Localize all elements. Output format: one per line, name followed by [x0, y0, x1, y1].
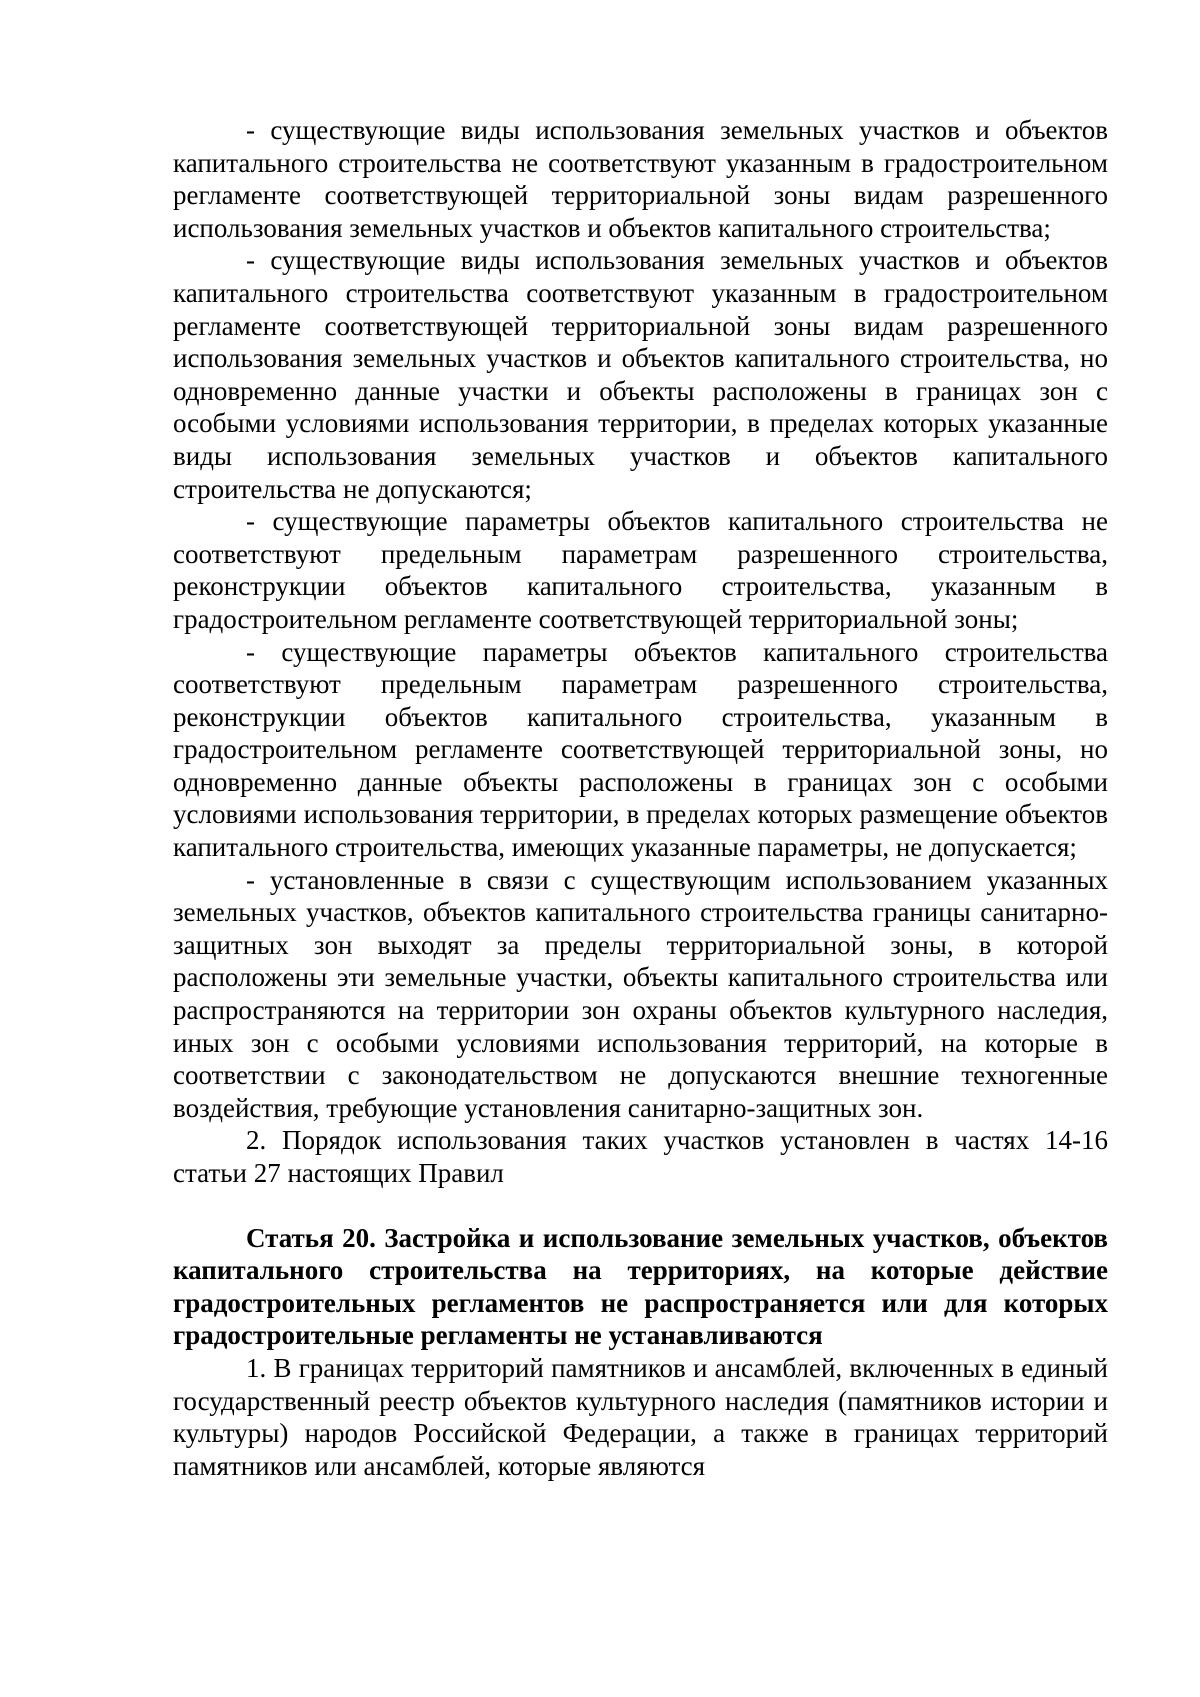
paragraph-nonconforming-parameters: - существующие параметры объектов капитального строительства не соответствуют предельным параметрам разрешенного строительства, реконструкции объектов капитального строительства, указанным в градостроительном регламенте соответствующей территориальной зоны;: [173, 506, 1108, 634]
paragraph-usage-procedure: 2. Порядок использования таких участков установлен в частях 14-16 статьи 27 настоящих Правил: [173, 1125, 1108, 1188]
paragraph-sanitary-protection-zones: - установленные в связи с существующим использованием указанных земельных участков, объектов капитального строительства границы санитарно-защитных зон выходят за пределы территориальной зоны, в которой расположены эти земельные участки, объекты капитального строительства или распространяются на территории зон охраны объектов культурного наследия, иных зон с особыми условиями использования территорий, на которые в соответствии с законодательством не допускаются внешние техногенные воздействия, требующие установления санитарно-защитных зон.: [173, 864, 1108, 1123]
paragraph-conforming-parameters-restricted-zones: - существующие параметры объектов капитального строительства соответствуют предельным параметрам разрешенного строительства, реконструкции объектов капитального строительства, указанным в градостроительном регламенте соответствующей территориальной зоны, но одновременно данные объекты расположены в границах зон с особыми условиями использования территории, в пределах которых размещение объектов капитального строительства, имеющих указанные параметры, не допускается;: [173, 636, 1108, 863]
paragraph-article-20-item-1: 1. В границах территорий памятников и ансамблей, включенных в единый государственный реестр объектов культурного наследия (памятников истории и культуры) народов Российской Федерации, а также в границах территорий памятников или ансамблей, которые являются: [173, 1352, 1108, 1481]
document-body: [173, 114, 1108, 1482]
paragraph-conforming-uses-restricted-zones: - существующие виды использования земельных участков и объектов капитального строительства соответствуют указанным в градостроительном регламенте соответствующей территориальной зоны видам разрешенного использования земельных участков и объектов капитального строительства, но одновременно данные участки и объекты расположены в границах зон с особыми условиями использования территории, в пределах которых указанные виды использования земельных участков и объектов капитального строительства не допускаются;: [173, 245, 1108, 504]
paragraph-nonconforming-uses: - существующие виды использования земельных участков и объектов капитального строительства не соответствуют указанным в градостроительном регламенте соответствующей территориальной зоны видам разрешенного использования земельных участков и объектов капитального строительства;: [173, 115, 1108, 243]
article-20-heading: Статья 20. Застройка и использование земельных участков, объектов капитального строительства на территориях, на которые действие градостроительных регламентов не распространяется или для которых градостроительные регламенты не устанавливаются: [173, 1222, 1108, 1351]
